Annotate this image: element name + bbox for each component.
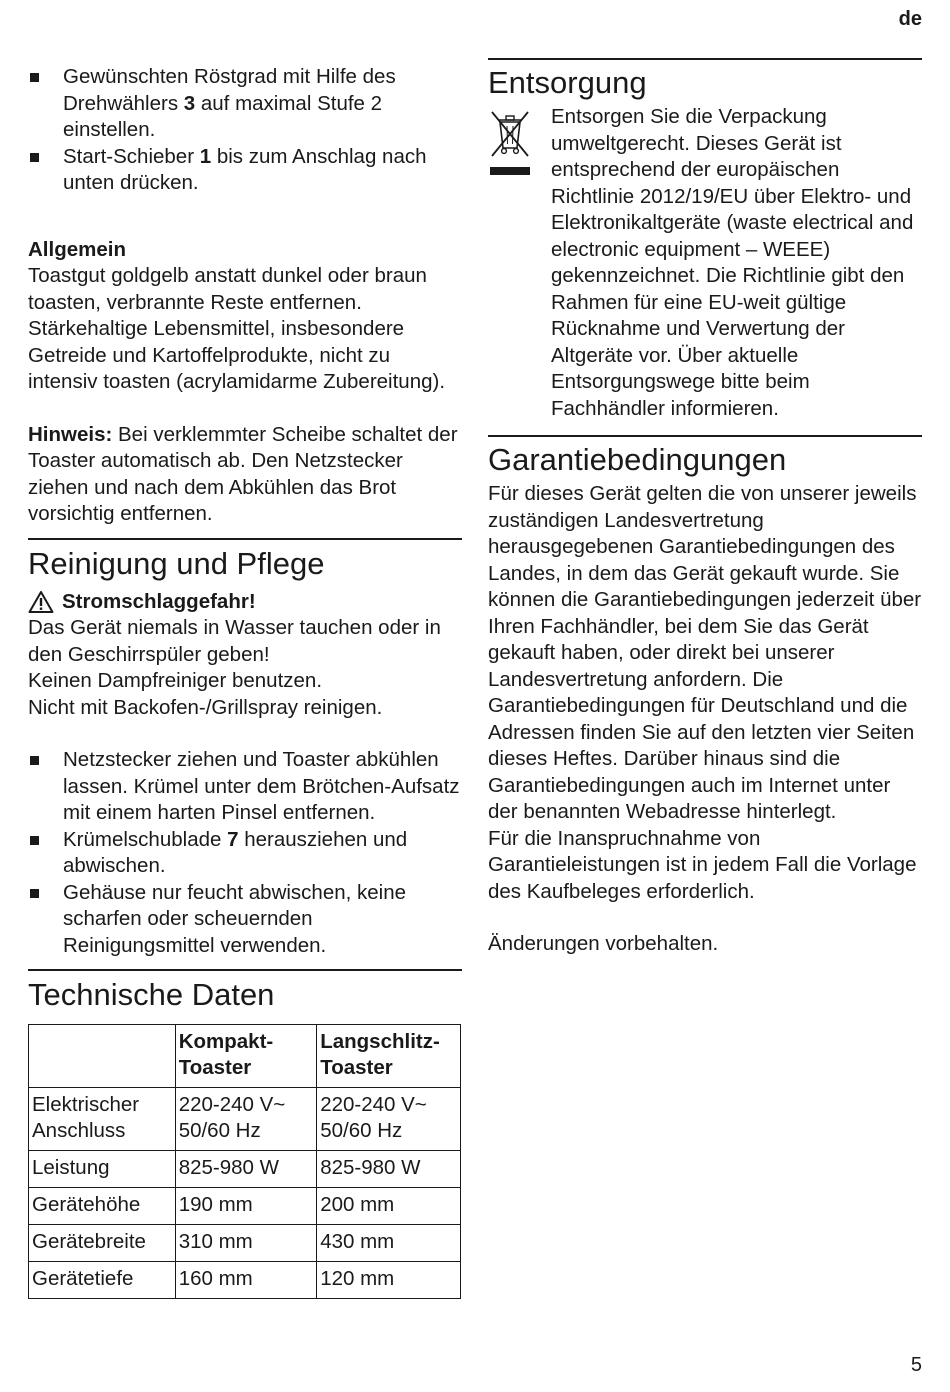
warning-title: Stromschlaggefahr!	[62, 589, 256, 613]
section-heading-reinigung: Reinigung und Pflege	[28, 545, 325, 581]
entsorgung-text: Entsorgen Sie die Verpackung umweltgerecht. Dieses Gerät ist entsprechend der europäischen Richtlinie 2012/19/EU über Elektro- und Elektronikaltgeräte (waste electrical and electronic equipment – WEEE) gekennzeichnet. Die Richtlinie gibt den Rahmen für eine EU-weit gültige Rücknahme und Verwertung der Altgeräte vor. Über aktuelle Entsorgungswege bitte beim Fachhändler informieren.	[551, 105, 914, 420]
table-cell: 200 mm	[317, 1188, 461, 1225]
table-cell: 220-240 V~ 50/60 Hz	[317, 1088, 461, 1151]
table-row	[29, 1188, 461, 1225]
table-row	[29, 1151, 461, 1188]
weee-crossed-bin-icon	[488, 108, 532, 178]
section-heading-entsorgung: Entsorgung	[488, 65, 647, 100]
table-cell: Gerätetiefe	[29, 1262, 176, 1299]
warning-line-1: Das Gerät niemals in Wasser tauchen oder in den Geschirrspüler geben!	[28, 616, 441, 666]
list-item: Netzstecker ziehen und Toaster abkühlen lassen. Krümel unter dem Brötchen-Aufsatz mit einem harten Pinsel entfernen.	[28, 747, 462, 827]
entsorgung-block	[488, 104, 922, 422]
table-cell: 825-980 W	[175, 1151, 317, 1188]
table-cell: 430 mm	[317, 1225, 461, 1262]
page-number: 5	[910, 1353, 922, 1376]
step-number: 7	[227, 827, 239, 851]
table-cell: Gerätehöhe	[29, 1188, 176, 1225]
section-divider	[488, 435, 922, 437]
list-item: Gewünschten Röstgrad mit Hilfe des Drehwählers 3 auf maximal Stufe 2 einstellen.	[28, 64, 462, 144]
table-header-cell	[29, 1025, 176, 1088]
hinweis-paragraph: Hinweis: Bei verklemmter Scheibe schaltet der Toaster automatisch ab. Den Netzstecker ziehen und nach dem Abkühlen das Brot vorsichtig entfernen.	[28, 422, 458, 525]
table-header-cell: Langschlitz- Toaster	[317, 1025, 461, 1088]
warning-line-2: Keinen Dampfreiniger benutzen.	[28, 669, 323, 692]
section-divider	[488, 58, 922, 60]
list-item: Start-Schieber 1 bis zum Anschlag nach unten drücken.	[28, 144, 462, 197]
list-item: Krümelschublade 7 herausziehen und abwischen.	[28, 827, 462, 880]
table-row	[29, 1088, 461, 1151]
section-divider	[28, 969, 462, 971]
table-header-cell: Kompakt- Toaster	[175, 1025, 317, 1088]
table-row	[29, 1262, 461, 1299]
table-header-row	[29, 1025, 461, 1088]
right-column	[488, 58, 922, 958]
changes-reserved-note: Änderungen vorbehalten.	[488, 932, 719, 955]
table-cell: Leistung	[29, 1151, 176, 1188]
table-cell: Gerätebreite	[29, 1225, 176, 1262]
table-cell: 160 mm	[175, 1262, 317, 1299]
warning-line	[28, 589, 462, 616]
language-code: de	[898, 8, 922, 30]
garantie-text: Für dieses Gerät gelten die von unserer jeweils zuständigen Landesvertretung herausgegebenen Garantiebedingungen des Landes, in dem das Gerät gekauft wurde. Sie können die Garantiebedingungen jederzeit über Ihren Fachhändler, bei dem Sie das Gerät gekauft haben, oder direkt bei unserer Landesvertretung anfordern. Die Garantiebedingungen für Deutschland und die Adressen finden Sie auf den letzten vier Seiten dieses Heftes. Darüber hinaus sind die Garantiebedingungen auch im Internet unter der benannten Webadresse hinterlegt.	[488, 482, 922, 823]
tech-data-table	[28, 1024, 461, 1299]
table-cell: 120 mm	[317, 1262, 461, 1299]
section-heading-garantie: Garantiebedingungen	[488, 442, 787, 477]
allgemein-text: Toastgut goldgelb anstatt dunkel oder braun toasten, verbrannte Reste entfernen. Stärkehaltige Lebensmittel, insbesondere Getreide und Kartoffelprodukte, nicht zu intensiv toasten (acrylamidarme Zubereitung).	[28, 264, 446, 393]
step-number: 1	[199, 144, 212, 168]
step-number: 3	[183, 91, 196, 115]
list-item: Gehäuse nur feucht abwischen, keine scharfen oder scheuernden Reinigungsmittel verwenden.	[28, 880, 462, 960]
steps-top-list	[28, 64, 462, 197]
warning-line-3: Nicht mit Backofen-/Grillspray reinigen.	[28, 695, 383, 719]
table-cell: 190 mm	[175, 1188, 317, 1225]
cleaning-steps-list	[28, 747, 462, 959]
table-cell: 825-980 W	[317, 1151, 461, 1188]
table-cell: 310 mm	[175, 1225, 317, 1262]
table-row	[29, 1225, 461, 1262]
warning-triangle-icon	[28, 590, 54, 614]
hinweis-label: Hinweis:	[28, 422, 113, 446]
garantie-text-2: Für die Inanspruchnahme von Garantieleistungen ist in jedem Fall die Vorlage des Kaufbeleges erforderlich.	[488, 826, 917, 903]
section-divider	[28, 538, 462, 540]
table-cell: 220-240 V~ 50/60 Hz	[175, 1088, 317, 1151]
left-column	[28, 58, 462, 1299]
section-heading-technische-daten: Technische Daten	[28, 977, 275, 1012]
table-cell: Elektrischer Anschluss	[29, 1088, 176, 1151]
allgemein-heading: Allgemein	[28, 237, 126, 261]
